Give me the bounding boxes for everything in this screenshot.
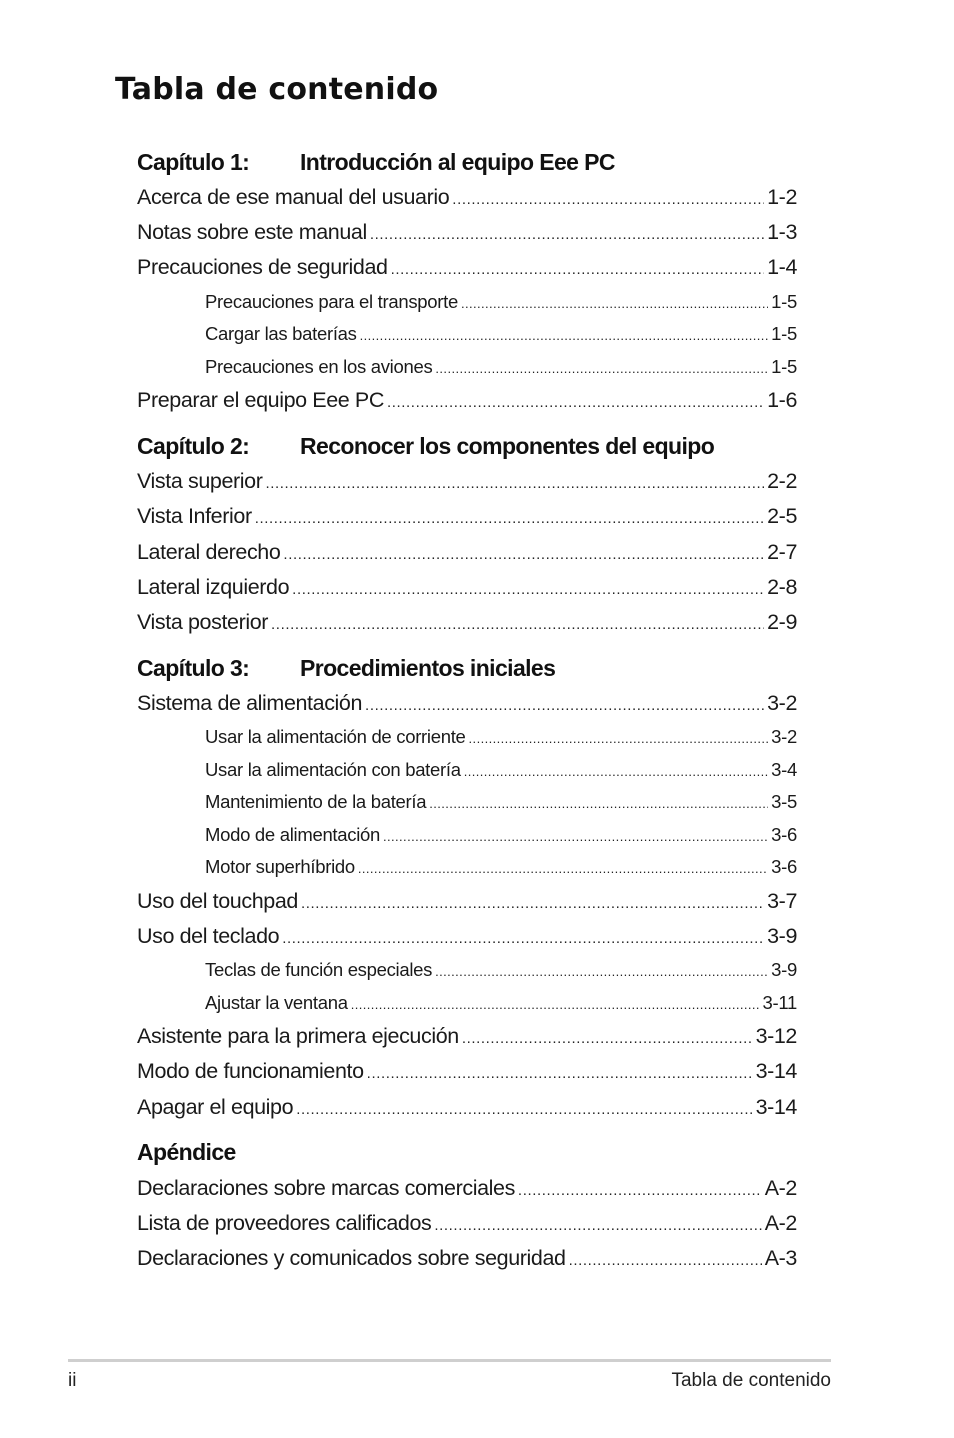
entry-page-number: 3-12	[755, 1024, 797, 1049]
toc-entry[interactable]	[137, 1090, 797, 1125]
dot-leader	[383, 821, 768, 854]
entry-page-number: 1-4	[767, 255, 797, 280]
chapter-title: Apéndice	[137, 1139, 236, 1166]
toc-entry[interactable]	[137, 535, 797, 570]
entry-label: Preparar el equipo Eee PC	[137, 388, 384, 413]
footer-running-title: Tabla de contenido	[671, 1370, 831, 1391]
dot-leader	[282, 921, 764, 956]
entry-label: Modo de alimentación	[205, 823, 380, 845]
chapter-number: Capítulo 2:	[137, 432, 250, 459]
entry-page-number: 1-6	[767, 388, 797, 413]
chapter-heading	[137, 1135, 797, 1171]
dot-leader	[518, 1173, 762, 1208]
dot-leader	[452, 182, 764, 217]
entry-page-number: A-2	[764, 1175, 797, 1200]
toc-entry[interactable]	[137, 250, 797, 285]
toc-entry[interactable]	[137, 1171, 797, 1206]
dot-leader	[358, 853, 768, 886]
toc-entry[interactable]	[137, 686, 797, 721]
entry-label: Motor superhíbrido	[205, 856, 355, 878]
toc-subentry[interactable]	[137, 786, 797, 819]
toc-entry[interactable]	[137, 605, 797, 640]
entry-label: Vista posterior	[137, 610, 269, 634]
entry-page-number: 3-4	[771, 758, 797, 780]
entry-label: Teclas de función especiales	[205, 959, 433, 981]
entry-page-number: 2-7	[767, 539, 797, 564]
chapter-title: Introducción al equipo Eee PC	[300, 148, 615, 175]
entry-page-number: 2-8	[767, 574, 797, 599]
dot-leader	[429, 788, 768, 821]
toc-subentry[interactable]	[137, 851, 797, 884]
entry-label: Modo de funcionamiento	[137, 1059, 364, 1084]
chapter-number: Capítulo 3:	[137, 654, 250, 681]
entry-label: Vista Inferior	[137, 504, 252, 529]
entry-label: Lateral derecho	[137, 539, 281, 564]
page-title: Tabla de contenido	[115, 72, 439, 107]
entry-page-number: 3-2	[771, 726, 797, 748]
chapter-heading	[137, 144, 797, 180]
entry-page-number: 3-6	[771, 823, 797, 845]
toc-entry[interactable]	[137, 1206, 797, 1241]
entry-page-number: 3-2	[767, 691, 797, 716]
dot-leader	[461, 288, 768, 321]
entry-label: Notas sobre este manual	[137, 220, 367, 245]
entry-label: Ajustar la ventana	[205, 991, 348, 1013]
entry-page-number: 2-5	[767, 504, 797, 529]
dot-leader	[360, 320, 769, 353]
entry-label: Declaraciones sobre marcas comerciales	[137, 1175, 515, 1200]
entry-label: Usar la alimentación de corriente	[205, 726, 466, 748]
chapter-title: Procedimientos iniciales	[300, 654, 556, 681]
dot-leader	[569, 1243, 762, 1278]
toc-subentry[interactable]	[137, 819, 797, 852]
entry-page-number: 3-7	[767, 888, 797, 913]
toc-subentry[interactable]	[137, 721, 797, 754]
entry-label: Vista superior	[137, 469, 263, 494]
entry-label: Acerca de ese manual del usuario	[137, 185, 450, 209]
entry-label: Sistema de alimentación	[137, 691, 363, 716]
entry-label: Uso del teclado	[137, 924, 280, 949]
entry-page-number: 2-2	[767, 469, 797, 494]
toc-subentry[interactable]	[137, 754, 797, 787]
toc-entry[interactable]	[137, 1019, 797, 1054]
toc-subentry[interactable]	[137, 286, 797, 319]
entry-page-number: A-3	[764, 1246, 797, 1271]
dot-leader	[469, 723, 769, 756]
dot-leader	[296, 1092, 752, 1127]
entry-page-number: 1-3	[767, 220, 797, 245]
toc-entry[interactable]	[137, 1241, 797, 1276]
toc-entry[interactable]	[137, 919, 797, 954]
entry-page-number: 1-5	[771, 290, 797, 312]
entry-label: Declaraciones y comunicados sobre seguridad	[137, 1246, 566, 1271]
toc-entry[interactable]	[137, 180, 797, 215]
entry-label: Precauciones de seguridad	[137, 255, 388, 280]
dot-leader	[434, 1208, 761, 1243]
entry-label: Precauciones en los aviones	[205, 355, 433, 377]
toc-entry[interactable]	[137, 884, 797, 919]
chapter-title: Reconocer los componentes del equipo	[300, 432, 715, 459]
toc-entry[interactable]	[137, 1054, 797, 1089]
entry-page-number: 3-14	[755, 1094, 797, 1119]
footer-divider	[68, 1359, 831, 1362]
chapter-heading	[137, 428, 797, 464]
entry-page-number: 3-6	[771, 856, 797, 878]
entry-label: Asistente para la primera ejecución	[137, 1024, 459, 1049]
dot-leader	[435, 353, 768, 386]
entry-page-number: 1-2	[767, 185, 797, 209]
toc-entry[interactable]	[137, 215, 797, 250]
entry-label: Lista de proveedores calificados	[137, 1211, 432, 1235]
entry-label: Precauciones para el transporte	[205, 290, 458, 312]
entry-page-number: 3-9	[771, 959, 797, 981]
dot-leader	[367, 1056, 753, 1091]
table-of-contents	[137, 144, 797, 1276]
entry-page-number: 1-5	[771, 355, 797, 377]
footer-page-number: ii	[68, 1370, 77, 1391]
entry-label: Usar la alimentación con batería	[205, 758, 461, 780]
entry-page-number: 1-5	[771, 323, 797, 345]
toc-entry[interactable]	[137, 464, 797, 499]
entry-label: Uso del touchpad	[137, 888, 298, 913]
dot-leader	[462, 1021, 753, 1056]
dot-leader	[387, 385, 764, 420]
dot-leader	[283, 537, 764, 572]
chapter-number: Capítulo 1:	[137, 148, 250, 175]
entry-label: Lateral izquierdo	[137, 574, 290, 599]
entry-label: Cargar las baterías	[205, 323, 357, 345]
toc-subentry[interactable]	[137, 318, 797, 351]
entry-label: Mantenimiento de la batería	[205, 791, 427, 813]
chapter-heading	[137, 650, 797, 686]
dot-leader	[435, 956, 768, 989]
dot-leader	[370, 217, 764, 252]
entry-page-number: 3-9	[767, 924, 797, 949]
toc-subentry[interactable]	[137, 987, 797, 1020]
dot-leader	[391, 252, 765, 287]
entry-page-number: 3-14	[755, 1059, 797, 1084]
dot-leader	[365, 688, 764, 723]
entry-label: Apagar el equipo	[137, 1094, 294, 1119]
dot-leader	[292, 572, 764, 607]
entry-page-number: 3-11	[762, 991, 797, 1013]
dot-leader	[271, 607, 764, 642]
dot-leader	[351, 989, 760, 1022]
dot-leader	[464, 756, 768, 789]
toc-entry[interactable]	[137, 570, 797, 605]
entry-page-number: 2-9	[767, 610, 797, 634]
toc-subentry[interactable]	[137, 954, 797, 987]
toc-entry[interactable]	[137, 499, 797, 534]
dot-leader	[265, 466, 764, 501]
entry-page-number: 3-5	[771, 791, 797, 813]
dot-leader	[301, 886, 764, 921]
toc-subentry[interactable]	[137, 351, 797, 384]
dot-leader	[255, 501, 764, 536]
entry-page-number: A-2	[764, 1211, 797, 1235]
toc-entry[interactable]	[137, 383, 797, 418]
